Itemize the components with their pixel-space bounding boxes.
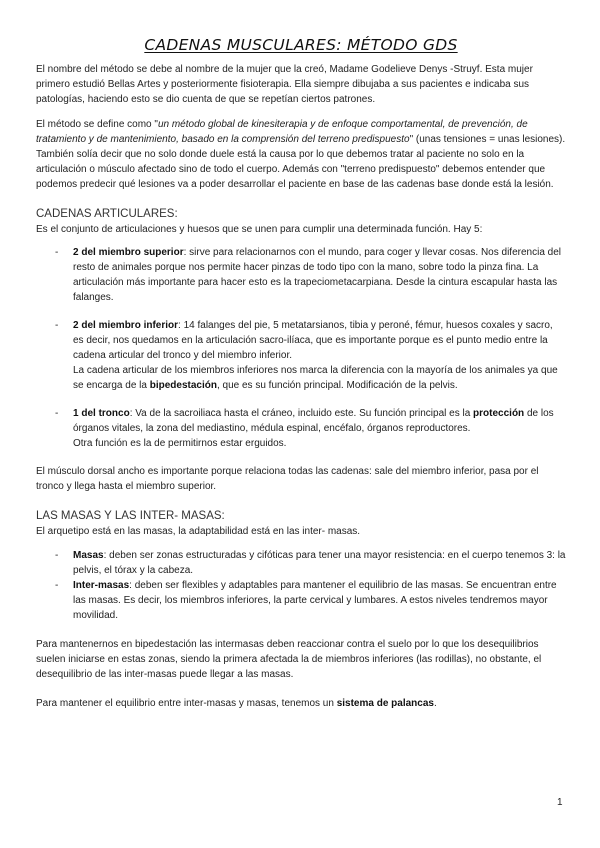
item-text: : Va de la sacroiliaca hasta el cráneo, incluido este. Su función principal es la (129, 408, 474, 419)
list-item-masas (36, 548, 566, 578)
item-extra-text: Otra función es la de permitirnos estar erguidos. (73, 438, 287, 449)
masas-intro: El arquetipo está en las masas, la adaptabilidad está en las inter- masas. (36, 526, 361, 537)
item-extra-text-end: , que es su función principal. Modificación de la pelvis. (216, 380, 458, 391)
document-page (36, 36, 566, 711)
list-item-tronco (36, 406, 566, 451)
articulares-list (36, 245, 566, 451)
list-item-miembro-superior (36, 245, 566, 305)
item-text: : 14 falanges del pie, 5 metatarsianos, tibia y peroné, fémur, huesos coxales y sacro, es decir, nos quedamos en la articulación sacro-ilíaca, que es importante porque es el punto medio entre la cadena articular del tronco y del miembro inferior. (73, 320, 553, 361)
palancas-suffix: . (433, 698, 437, 709)
item-bold-label: 2 del miembro superior (73, 247, 184, 258)
item-text-continued: de los órganos vitales, la zona del mediastino, médula espinal, encéfalo, órganos reproductores. (73, 408, 554, 434)
item-inline-bold: protección (473, 408, 525, 419)
item-extra-bold: bipedestación (149, 380, 217, 391)
list-item-miembro-inferior (36, 318, 566, 393)
intro-paragraph-2 (36, 117, 566, 147)
item-bold-label: 2 del miembro inferior (73, 320, 179, 331)
palancas-bold: sistema de palancas (336, 698, 434, 709)
document-title: CADENAS MUSCULARES: MÉTODO GDS (144, 36, 458, 54)
definition-prefix: El método se define como " (36, 119, 158, 130)
page-number: 1 (557, 797, 563, 808)
item-extra-text: La cadena articular de los miembros inferiores nos marca la diferencia con la mayoría de los animales ya que se encarga de la (73, 365, 558, 391)
definition-suffix: " (unas tensiones = unas lesiones). (409, 134, 566, 145)
item-bold-label: Inter-masas (73, 580, 130, 591)
intro-paragraph-3: También solía decir que no solo donde duele está la causa por lo que debemos tratar al paciente no solo en la articulación o músculo afectado sino de todo el cuerpo. Además con "terreno predispuesto" debemos entender que podemos predecir qué lesiones va a poder desarrollar el paciente en base de las cadenas base donde está la lesión. (36, 149, 554, 190)
section-heading-articulares: CADENAS ARTICULARES: (36, 208, 178, 220)
list-item-inter-masas (36, 578, 566, 623)
masas-paragraph-1: Para mantenernos en bipedestación las intermasas deben reaccionar contra el suelo por lo que los desequilibrios suelen iniciarse en estas zonas, siendo la primera afectada la de miembros inferiores (las rodillas), no obstante, el desequilibrio de las inter-masas puede llegar a las masas. (36, 639, 542, 680)
item-bold-label: 1 del tronco (73, 408, 130, 419)
item-bold-label: Masas (73, 550, 104, 561)
item-text: : deben ser flexibles y adaptables para mantener el equilibrio de las masas. Se encuentran entre las masas. Es decir, los miembros inferiores, la parte cervical y lumbares. A estos niveles tendremos mayor movilidad. (73, 580, 557, 621)
definition-quote: un método global de kinesiterapia y de enfoque comportamental, de prevención, de tratamiento y de mantenimiento, basado en la comprensión del terreno predispuesto (36, 119, 528, 145)
masas-list (36, 548, 566, 623)
articulares-closing: El músculo dorsal ancho es importante porque relaciona todas las cadenas: sale del miembro inferior, pasa por el tronco y llega hasta el miembro superior. (36, 466, 539, 492)
item-text: : deben ser zonas estructuradas y cifóticas para tener una mayor resistencia: en el cuerpo tenemos 3: la pelvis, el tórax y la cabeza. (73, 550, 566, 576)
masas-paragraph-2 (36, 696, 566, 711)
section-heading-masas: LAS MASAS Y LAS INTER- MASAS: (36, 510, 225, 522)
palancas-prefix: Para mantener el equilibrio entre inter-masas y masas, tenemos un (36, 698, 337, 709)
item-text: : sirve para relacionarnos con el mundo, para coger y llevar cosas. Nos diferencia del resto de animales porque nos permite hacer pinzas de todo tipo con la mano, sobre todo la pinza fina. La articulación más importante para hacer esto es la trapeciometacarpiana. Desde la cintura escapular hasta las falanges. (73, 247, 562, 303)
articulares-intro: Es el conjunto de articulaciones y huesos que se unen para cumplir una determinada función. Hay 5: (36, 224, 483, 235)
intro-paragraph-1: El nombre del método se debe al nombre de la mujer que la creó, Madame Godelieve Denys -Struyf. Esta mujer primero estudió Bellas Artes y posteriormente fisioterapia. Ella siempre dibujaba a sus pacientes e indicaba sus patologías, haciendo esto se dio cuenta de que se repetían ciertos patrones. (36, 64, 533, 105)
